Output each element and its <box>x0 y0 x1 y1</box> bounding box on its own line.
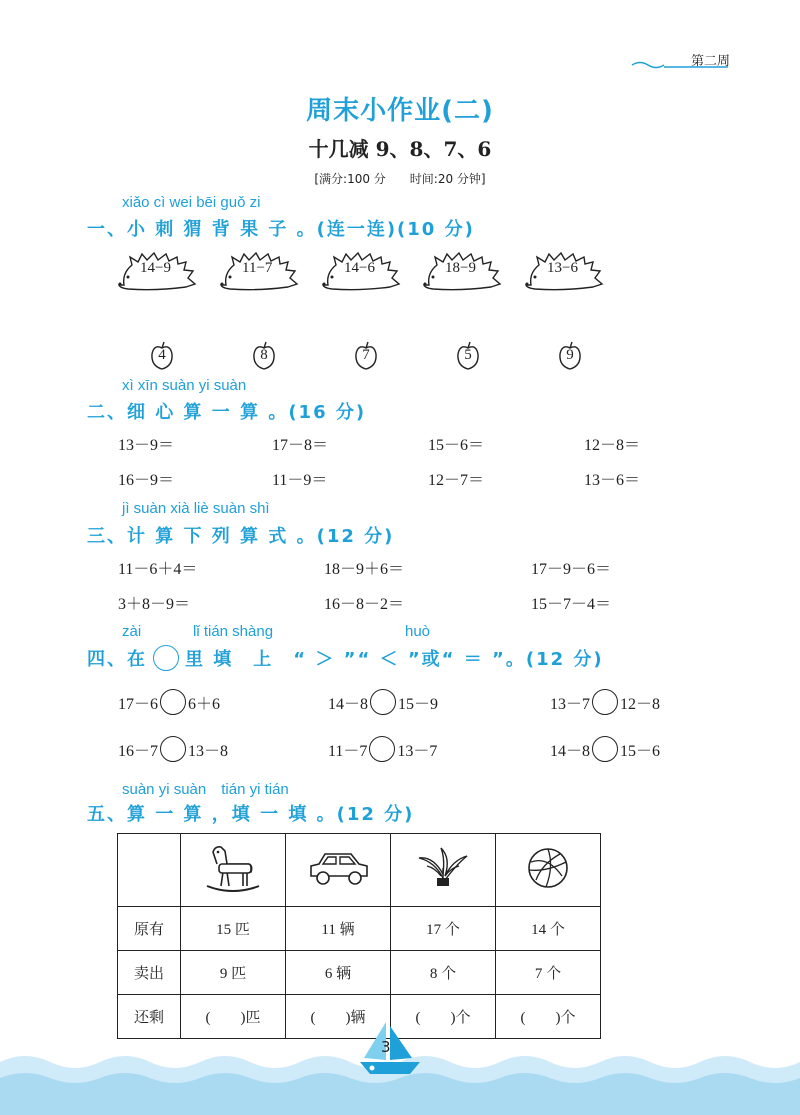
equation: 16－8－2＝ <box>324 596 405 613</box>
compare-left: 11－7 <box>328 742 368 760</box>
row-label: 原有 <box>118 907 181 951</box>
ball-icon <box>526 846 570 890</box>
hedgehog-expression: 18−9 <box>445 260 476 276</box>
hedgehog-3[interactable] <box>320 251 402 297</box>
section2-pinyin: xì xīn suàn yi suàn <box>122 377 247 394</box>
table-corner-cell <box>118 834 181 907</box>
equation: 13－6＝ <box>584 472 641 489</box>
compare-left: 17－6 <box>118 695 159 713</box>
apple-2[interactable] <box>250 340 278 372</box>
table-icon-row <box>118 834 601 907</box>
page-subtitle: 十几减 9、8、7、6 <box>308 137 492 161</box>
apple-4[interactable] <box>454 340 482 372</box>
answer-cell[interactable]: ( )辆 <box>286 995 391 1039</box>
compare-left: 14－8 <box>328 695 369 713</box>
equation: 12－8＝ <box>584 437 641 454</box>
table-cell: 9 匹 <box>181 951 286 995</box>
apple-number: 7 <box>362 347 370 363</box>
table-cell: 17 个 <box>391 907 496 951</box>
table-row <box>118 951 601 995</box>
section5-heading: 五、算 一 算 ，填 一 填 。(12 分) <box>87 804 415 825</box>
section3-heading: 三、计 算 下 列 算 式 。(12 分) <box>87 526 395 547</box>
compare-item <box>328 689 438 715</box>
table-row <box>118 907 601 951</box>
compare-right: 13－7 <box>397 742 438 760</box>
compare-item <box>118 689 220 715</box>
compare-item <box>550 736 660 762</box>
week-label: 第二周 <box>690 54 730 69</box>
page-number: 3 <box>381 1038 391 1056</box>
compare-left: 13－7 <box>550 695 591 713</box>
compare-right: 6＋6 <box>188 695 221 713</box>
table-icon-cell <box>391 834 496 907</box>
section1-pinyin: xiǎo cì wei bēi guǒ zi <box>122 194 261 211</box>
table-cell: 8 个 <box>391 951 496 995</box>
circle-icon <box>153 645 179 671</box>
section4-heading-part1: 四、在 <box>87 649 147 670</box>
hedgehog-5[interactable] <box>523 251 605 297</box>
hedgehog-2[interactable] <box>218 251 300 297</box>
answer-cell[interactable]: ( )匹 <box>181 995 286 1039</box>
section4-pinyin-zai: zài <box>122 623 142 640</box>
hedgehog-expression: 14−9 <box>140 260 171 276</box>
hedgehog-1[interactable] <box>116 251 198 297</box>
apple-number: 4 <box>158 347 166 363</box>
row-label: 还剩 <box>118 995 181 1039</box>
compare-right: 15－6 <box>620 742 661 760</box>
rocking-horse-icon <box>203 842 263 894</box>
equation: 3＋8－9＝ <box>118 596 191 613</box>
section2-heading: 二、细 心 算 一 算 。(16 分) <box>87 402 367 423</box>
equation: 15－7－4＝ <box>531 596 612 613</box>
equation: 15－6＝ <box>428 437 485 454</box>
hedgehog-expression: 14−6 <box>344 260 375 276</box>
table-cell: 15 匹 <box>181 907 286 951</box>
section4-heading <box>87 645 604 671</box>
compare-item <box>550 689 660 715</box>
section5-pinyin: suàn yi suàn tián yi tián <box>122 781 289 798</box>
equation: 12－7＝ <box>428 472 485 489</box>
compare-circle-input[interactable] <box>592 689 618 715</box>
equation: 11－9＝ <box>272 472 328 489</box>
table-cell: 11 辆 <box>286 907 391 951</box>
equation: 13－9＝ <box>118 437 175 454</box>
compare-circle-input[interactable] <box>160 736 186 762</box>
compare-left: 14－8 <box>550 742 591 760</box>
table-cell: 6 辆 <box>286 951 391 995</box>
answer-cell[interactable]: ( )个 <box>391 995 496 1039</box>
score-time-line: [满分:100 分 时间:20 分钟] <box>314 172 486 186</box>
table-icon-cell <box>181 834 286 907</box>
equation: 17－8＝ <box>272 437 329 454</box>
compare-item <box>118 736 228 762</box>
equation: 11－6＋4＝ <box>118 561 198 578</box>
equation: 16－9＝ <box>118 472 175 489</box>
compare-item <box>328 736 437 762</box>
apple-number: 8 <box>260 347 268 363</box>
compare-circle-input[interactable] <box>160 689 186 715</box>
apple-5[interactable] <box>556 340 584 372</box>
answer-cell[interactable]: ( )个 <box>496 995 601 1039</box>
hedgehog-4[interactable] <box>421 251 503 297</box>
equation: 17－9－6＝ <box>531 561 612 578</box>
apple-1[interactable] <box>148 340 176 372</box>
equation: 18－9＋6＝ <box>324 561 405 578</box>
compare-circle-input[interactable] <box>370 689 396 715</box>
section4-heading-part2: 里 填 上 “ ＞ ”“ ＜ ”或“ ＝ ”。(12 分) <box>185 649 604 670</box>
page-title: 周末小作业(二) <box>306 96 494 126</box>
hedgehog-expression: 11−7 <box>242 260 273 276</box>
section1-heading: 一、小 刺 猬 背 果 子 。(连一连)(10 分) <box>87 219 475 240</box>
compare-right: 12－8 <box>620 695 661 713</box>
hedgehog-expression: 13−6 <box>547 260 578 276</box>
compare-left: 16－7 <box>118 742 159 760</box>
apple-number: 5 <box>464 347 472 363</box>
table-icon-cell <box>286 834 391 907</box>
section4-pinyin-huo: huò <box>405 623 431 640</box>
table-icon-cell <box>496 834 601 907</box>
goods-table <box>117 833 601 1039</box>
compare-right: 15－9 <box>398 695 439 713</box>
compare-circle-input[interactable] <box>592 736 618 762</box>
compare-right: 13－8 <box>188 742 229 760</box>
section3-pinyin: jì suàn xià liè suàn shì <box>122 500 270 517</box>
boat-icon <box>356 1018 426 1078</box>
car-icon <box>305 846 371 890</box>
row-label: 卖出 <box>118 951 181 995</box>
section4-pinyin-li: lǐ tián shàng <box>193 623 274 640</box>
apple-3[interactable] <box>352 340 380 372</box>
table-cell: 7 个 <box>496 951 601 995</box>
table-cell: 14 个 <box>496 907 601 951</box>
plant-icon <box>415 844 471 892</box>
compare-circle-input[interactable] <box>369 736 395 762</box>
apple-number: 9 <box>566 347 574 363</box>
